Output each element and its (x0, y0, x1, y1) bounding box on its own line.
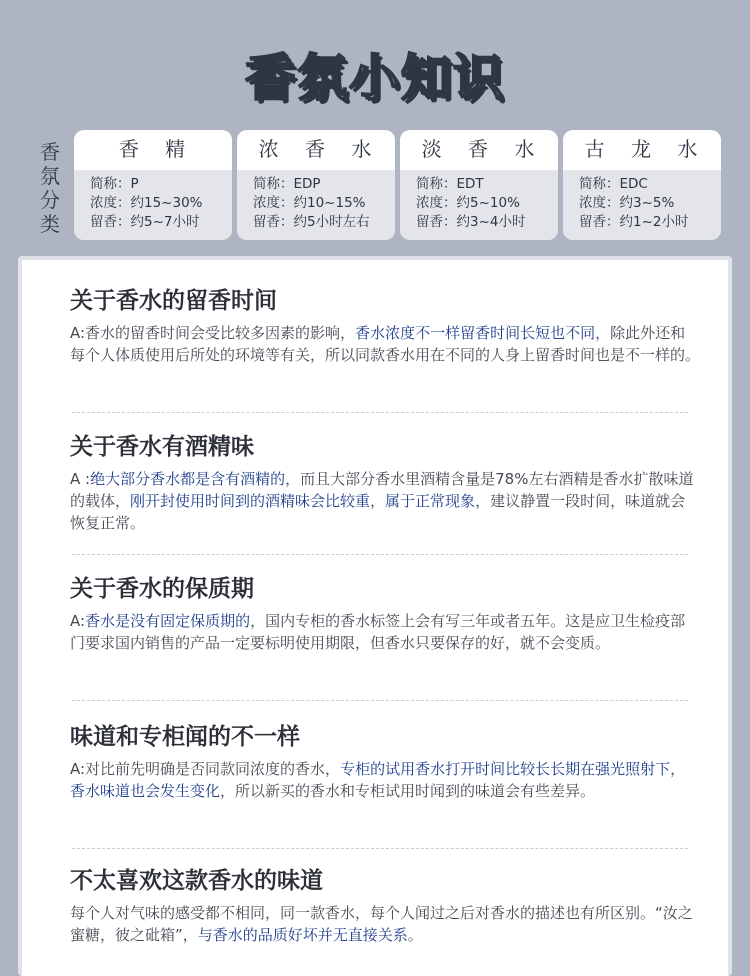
faq-item (70, 284, 700, 366)
answer-text: A: (70, 612, 86, 630)
divider (72, 412, 688, 413)
card-title: 古 龙 水 (584, 137, 708, 161)
faq-answer (70, 468, 700, 534)
faq-panel (18, 256, 732, 976)
card-title: 香 精 (118, 137, 196, 161)
faq-item (70, 572, 700, 654)
category-side-label: 香 氛 分 类 (40, 140, 60, 236)
answer-text: ，国内专柜的香水标签上会有写三年或者五年。这是应卫生检疫部门要求国内销售的产品一定要标明使用期限，但香水只要保存的好，就不会变质。 (70, 612, 686, 652)
card-title: 浓 香 水 (258, 137, 382, 161)
answer-highlight: 专柜的试用香水打开时间比较长长期在强光照射下 (340, 760, 671, 778)
answer-highlight: 刚开封使用时间到的酒精味会比较重 (130, 492, 371, 510)
divider (72, 700, 688, 701)
faq-title: 关于香水的留香时间 (70, 288, 277, 314)
divider (72, 848, 688, 849)
answer-text: A : (70, 470, 91, 488)
answer-text: 。 (407, 926, 423, 944)
card-details: 简称：P 浓度：约15~30% 留香：约5~7小时 (74, 170, 232, 240)
faq-answer (70, 322, 700, 366)
faq-title: 关于香水有酒精味 (70, 434, 254, 460)
faq-item (70, 720, 700, 802)
category-cards (74, 130, 722, 240)
answer-text: ， (670, 760, 686, 778)
faq-title: 关于香水的保质期 (70, 576, 254, 602)
faq-answer (70, 610, 700, 654)
faq-answer (70, 902, 700, 946)
answer-highlight: 绝大部分香水都是含有酒精的 (90, 470, 286, 488)
answer-text: ，除此外还和每个人体质使用后所处的环境等有关，所以同款香水用在不同的人身上留香时间也是不一样的。 (70, 324, 701, 364)
category-card-edt (400, 130, 558, 240)
card-title: 淡 香 水 (421, 137, 545, 161)
answer-text: 每个人对气味的感受都不相同，同一款香水，每个人闻过之后对香水的描述也有所区别。“汝之蜜糖，彼之砒箱”， (70, 904, 693, 944)
answer-text: A:香水的留香时间会受比较多因素的影响， (70, 324, 356, 342)
faq-item (70, 864, 700, 946)
answer-text: ，而且大部分香水里酒精含量是78%左右酒精是香水扩散味道的载体， (70, 470, 694, 510)
answer-text: ，建议静置一段时间，味道就会恢复正常。 (70, 492, 686, 532)
divider (72, 554, 688, 555)
card-details: 简称：EDP 浓度：约10~15% 留香：约5小时左右 (237, 170, 395, 240)
answer-highlight: 香水浓度不一样留香时间长短也不同 (355, 324, 596, 342)
category-card-parfum (74, 130, 232, 240)
category-card-edc (563, 130, 721, 240)
faq-answer (70, 758, 700, 802)
answer-text: ， (370, 492, 386, 510)
answer-highlight: 香水是没有固定保质期的 (85, 612, 251, 630)
faq-title: 味道和专柜闻的不一样 (70, 724, 300, 750)
faq-item (70, 430, 700, 534)
answer-highlight: 与香水的品质好坏并无直接关系 (197, 926, 408, 944)
answer-text: A:对比前先明确是否同款同浓度的香水， (70, 760, 341, 778)
card-details: 简称：EDT 浓度：约5~10% 留香：约3~4小时 (400, 170, 558, 240)
answer-text: ，所以新买的香水和专柜试用时闻到的味道会有些差异。 (220, 782, 596, 800)
card-details: 简称：EDC 浓度：约3~5% 留香：约1~2小时 (563, 170, 721, 240)
faq-title: 不太喜欢这款香水的味道 (70, 868, 323, 894)
page-title: 香氛小知识 (245, 49, 505, 107)
answer-highlight: 属于正常现象 (385, 492, 476, 510)
answer-highlight: 香水味道也会发生变化 (70, 782, 221, 800)
category-card-edp (237, 130, 395, 240)
